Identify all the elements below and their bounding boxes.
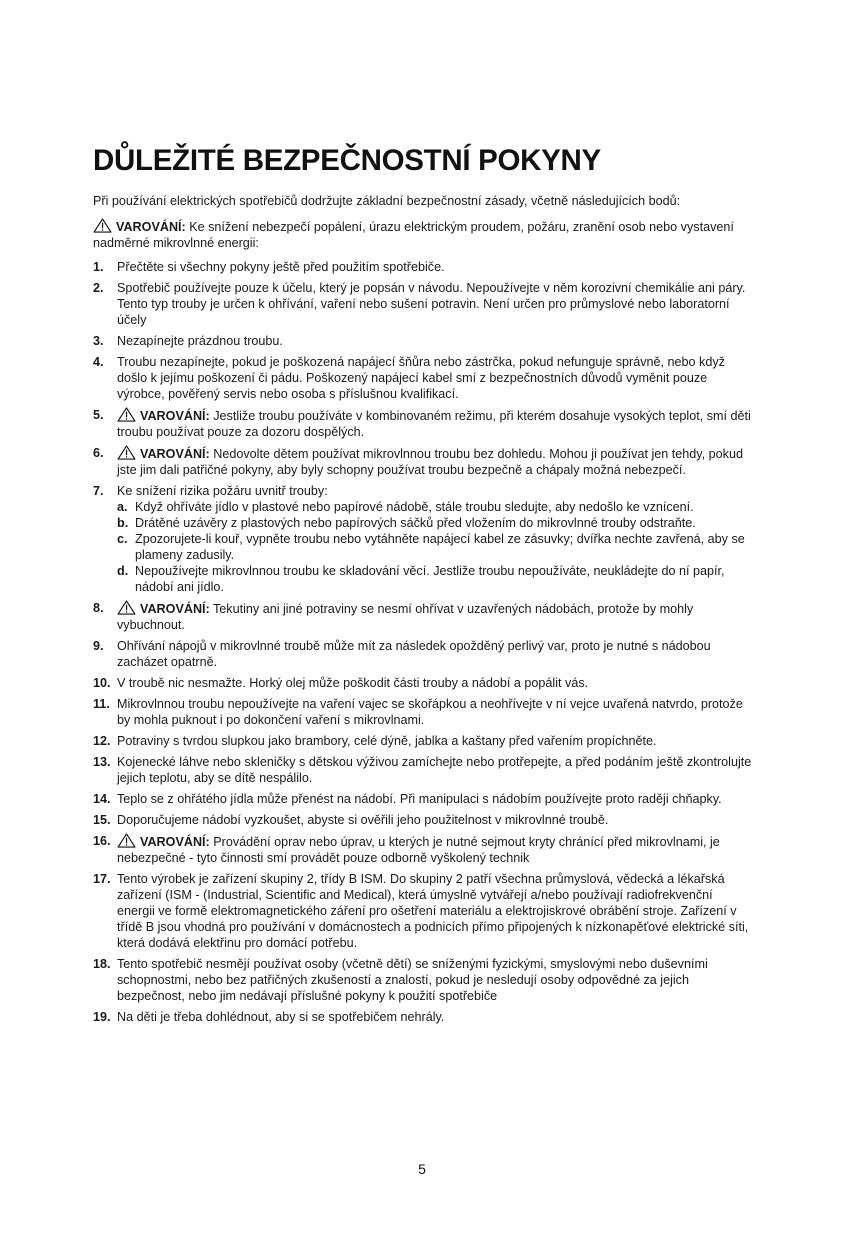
item-number: 11.	[93, 697, 110, 711]
item-text: Nezapínejte prázdnou troubu.	[117, 334, 283, 348]
list-item	[93, 871, 753, 951]
warning-triangle-icon	[117, 833, 136, 848]
sub-item-text: Drátěné uzávěry z plastových nebo papírových sáčků před vložením do mikrovlnné trouby odstraňte.	[135, 516, 696, 530]
safety-list	[93, 259, 753, 1025]
list-item	[93, 354, 753, 402]
item-text: Mikrovlnnou troubu nepoužívejte na vaření vajec se skořápkou a neohřívejte v ní vejce uvařená natvrdo, protože by mohla puknout i po dokončení vaření s mikrovlnami.	[117, 697, 743, 727]
item-text: Tekutiny ani jiné potraviny se nesmí ohřívat v uzavřených nádobách, protože by mohly vybuchnout.	[117, 602, 694, 632]
sub-item-letter: b.	[117, 516, 129, 530]
sub-item-text: Zpozorujete-li kouř, vypněte troubu nebo vytáhněte napájecí kabel ze zásuvky; dvířka nechte zavřená, aby se plameny zadusily.	[135, 532, 745, 562]
item-number: 19.	[93, 1010, 111, 1024]
sub-list-item	[117, 515, 753, 531]
item-number: 13.	[93, 755, 111, 769]
sub-list-item	[117, 563, 753, 595]
item-number: 2.	[93, 281, 104, 295]
item-number: 10.	[93, 676, 111, 690]
item-text: Teplo se z ohřátého jídla může přenést na nádobí. Při manipulaci s nádobím používejte proto raději chňapky.	[117, 792, 722, 806]
warning-text: Ke snížení nebezpečí popálení, úrazu elektrickým proudem, požáru, zranění osob nebo vystavení nadměrné mikrovlnné energii:	[93, 220, 734, 250]
item-number: 15.	[93, 813, 111, 827]
warning-label: VAROVÁNÍ:	[140, 835, 210, 849]
sub-item-letter: a.	[117, 500, 128, 514]
list-item	[93, 259, 753, 275]
item-text: Kojenecké láhve nebo skleničky s dětskou výživou zamíchejte nebo protřepejte, a před podáním ještě zkontrolujte jejich teplotu, aby se dítě nespálilo.	[117, 755, 752, 785]
item-text: Potraviny s tvrdou slupkou jako brambory, celé dýně, jablka a kaštany před vařením propíchněte.	[117, 734, 657, 748]
sub-item-letter: c.	[117, 532, 128, 546]
sub-item-text: Když ohříváte jídlo v plastové nebo papírové nádobě, stále troubu sledujte, aby nedošlo ke vznícení.	[135, 500, 694, 514]
warning-triangle-icon	[93, 218, 112, 233]
item-number: 16.	[93, 834, 111, 848]
item-number: 17.	[93, 872, 111, 886]
item-number: 1.	[93, 260, 104, 274]
document-body	[93, 193, 753, 1030]
list-item	[93, 333, 753, 349]
item-text: Ohřívání nápojů v mikrovlnné troubě může mít za následek opožděný perlivý var, proto je nutné s nádobou zacházet opatrně.	[117, 639, 711, 669]
list-item	[93, 638, 753, 670]
warning-intro	[93, 218, 753, 251]
list-item	[93, 733, 753, 749]
sub-item-letter: d.	[117, 564, 129, 578]
list-item	[93, 754, 753, 786]
item-text: Doporučujeme nádobí vyzkoušet, abyste si ověřili jeho použitelnost v mikrovlnné troubě.	[117, 813, 609, 827]
sub-list	[117, 499, 753, 595]
list-item	[93, 956, 753, 1004]
item-text: Spotřebič používejte pouze k účelu, který je popsán v návodu. Nepoužívejte v něm korozivní chemikálie ani páry. Tento typ trouby je určen k ohřívání, vaření nebo sušení potravin. Není určen pro průmyslové nebo laboratorní účely	[117, 281, 746, 327]
list-item	[93, 696, 753, 728]
item-number: 8.	[93, 601, 104, 615]
warning-label: VAROVÁNÍ:	[140, 447, 210, 461]
list-item	[93, 675, 753, 691]
item-number: 12.	[93, 734, 111, 748]
item-text: Tento výrobek je zařízení skupiny 2, třídy B ISM. Do skupiny 2 patří všechna průmyslová, vědecká a lékařská zařízení (ISM - (Industrial, Scientific and Medical), která úmyslně vytvářejí a/nebo používají radiofrekvenční energii ve formě elektromagnetického záření pro ošetření materiálu a elektrojiskrové obrábění stroje. Zařízení v třídě B jsou vhodná pro používání v domácnostech a podnicích přímo připojených k nízkonapěťové elektrické síti, která dodává elektřinu pro domácí potřebu.	[117, 872, 749, 950]
item-text: Přečtěte si všechny pokyny ještě před použitím spotřebiče.	[117, 260, 445, 274]
list-item	[93, 833, 753, 866]
warning-label: VAROVÁNÍ:	[140, 602, 210, 616]
item-number: 9.	[93, 639, 104, 653]
warning-triangle-icon	[117, 600, 136, 615]
item-text: Tento spotřebič nesmějí používat osoby (včetně dětí) se sníženými fyzickými, smyslovými nebo duševními schopnostmi, nebo bez patřičných zkušeností a znalostí, pokud je nesledují osoby odpovědné za jejich bezpečnost, nebo jim nedávají příslušné pokyny k použití spotřebiče	[117, 957, 708, 1003]
item-text: Ke snížení rizika požáru uvnitř trouby:	[117, 484, 328, 498]
list-item	[93, 445, 753, 478]
item-number: 7.	[93, 484, 104, 498]
page-number: 5	[418, 1161, 426, 1177]
item-text: Nedovolte dětem používat mikrovlnnou troubu bez dohledu. Mohou ji používat jen tehdy, pokud jste jim dali patřičné pokyny, aby byly schopny používat troubu bezpečně a chápaly možná nebezpečí.	[117, 447, 743, 477]
sub-list-item	[117, 499, 753, 515]
list-item	[93, 812, 753, 828]
item-number: 3.	[93, 334, 104, 348]
list-item	[93, 600, 753, 633]
item-text: V troubě nic nesmažte. Horký olej může poškodit části trouby a nádobí a popálit vás.	[117, 676, 589, 690]
item-number: 4.	[93, 355, 104, 369]
warning-label: VAROVÁNÍ:	[140, 409, 210, 423]
item-number: 18.	[93, 957, 111, 971]
warning-triangle-icon	[117, 407, 136, 422]
item-text: Provádění oprav nebo úprav, u kterých je nutné sejmout kryty chránící před mikrovlnami, je nebezpečné - tyto činnosti smí provádět pouze odborně vyškolený technik	[117, 835, 720, 865]
item-number: 6.	[93, 446, 104, 460]
item-number: 5.	[93, 408, 104, 422]
list-item	[93, 483, 753, 595]
list-item	[93, 791, 753, 807]
list-item	[93, 1009, 753, 1025]
sub-item-text: Nepoužívejte mikrovlnnou troubu ke skladování věcí. Jestliže troubu nepoužíváte, neukládejte do ní papír, nádobí ani jídlo.	[135, 564, 725, 594]
page-title: DŮLEŽITÉ BEZPEČNOSTNÍ POKYNY	[93, 144, 601, 177]
item-number: 14.	[93, 792, 111, 806]
warning-label: VAROVÁNÍ:	[116, 220, 186, 234]
item-text: Na děti je třeba dohlédnout, aby si se spotřebičem nehrály.	[117, 1010, 445, 1024]
item-text: Troubu nezapínejte, pokud je poškozená napájecí šňůra nebo zástrčka, pokud nefunguje správně, nebo když došlo k jejímu poškození či pádu. Poškozený napájecí kabel smí z bezpečnostních důvodů vyměnit pouze výrobce, pověřený servis nebo osoba s příslušnou kvalifikací.	[117, 355, 725, 401]
sub-list-item	[117, 531, 753, 563]
item-text: Jestliže troubu používáte v kombinovaném režimu, při kterém dosahuje vysokých teplot, smí děti troubu používat pouze za dozoru dospělých.	[117, 409, 751, 439]
warning-triangle-icon	[117, 445, 136, 460]
list-item	[93, 280, 753, 328]
intro-paragraph: Při používání elektrických spotřebičů dodržujte základní bezpečnostní zásady, včetně následujících bodů:	[93, 194, 681, 208]
list-item	[93, 407, 753, 440]
